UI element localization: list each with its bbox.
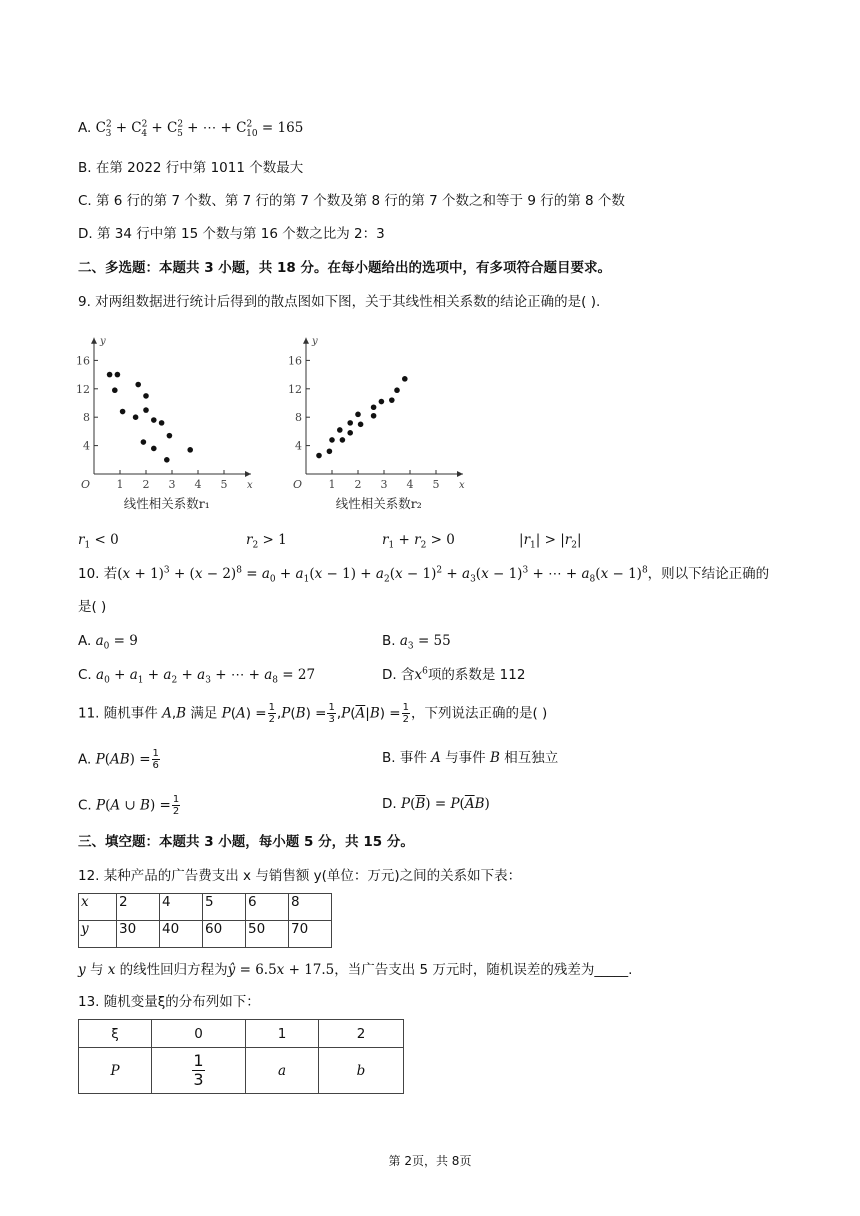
y-tick-label: 16 [288, 354, 302, 368]
x-tick-label: 2 [142, 478, 150, 491]
scatter-point [167, 433, 173, 439]
scatter-point [389, 397, 395, 403]
scatter-point [112, 387, 118, 393]
scatter-point [164, 457, 170, 463]
origin-label: O [80, 478, 90, 491]
q13-stem: 13. 随机变量ξ的分布列如下： [78, 994, 260, 1010]
q9-stem: 9. 对两组数据进行统计后得到的散点图如下图，关于其线性相关系数的结论正确的是( ). [78, 294, 601, 310]
table-cell: P [79, 1048, 152, 1094]
q10-equation: $(x + 1)^3 + (x - 2)^8 = a_0 + a_1(x - 1) + a_2(x - 1)^2 + a_3(x - 1)^3$ + ⋯ + $a_8(x - 1)^8$ [117, 565, 648, 585]
q10-stem-line2: 是( ) [78, 599, 107, 615]
table-cell: 5 [203, 894, 246, 921]
q8-option-c[interactable]: C. 第 6 行的第 7 个数、第 7 行的第 7 个数及第 8 行的第 7 个数之和等于 9 行的第 8 个数 [78, 193, 625, 209]
section-3-header: 三、填空题：本题共 3 小题，每小题 5 分，共 15 分。 [78, 834, 414, 850]
x-tick-label: 4 [194, 478, 202, 491]
scatter-point [347, 420, 353, 426]
scatter-point [120, 409, 126, 415]
table-row [79, 1048, 404, 1094]
x-axis-label: x [247, 480, 253, 491]
scatter-point [337, 427, 343, 433]
scatter-point [327, 448, 333, 454]
scatter-point [151, 446, 157, 452]
q10-option-d[interactable]: D. 含$x^6$项的系数是 112 [382, 666, 526, 683]
scatter-point [141, 439, 147, 445]
table-cell: 60 [203, 921, 246, 948]
y-axis-label: y [312, 335, 318, 347]
scatter-plot-r1 [76, 336, 253, 511]
scatter-point [394, 387, 400, 393]
x-tick-label: 1 [328, 478, 336, 491]
scatter-point [151, 417, 157, 423]
table-cell: 0 [152, 1020, 246, 1048]
table-cell: x [79, 894, 117, 921]
table-cell: 30 [117, 921, 160, 948]
table-cell: 4 [160, 894, 203, 921]
q9-option-a[interactable]: $r_1 < 0$ [78, 532, 119, 551]
scatter-point [329, 437, 335, 443]
page-footer: 第 2页，共 8页 [388, 1154, 472, 1168]
x-tick-label: 5 [220, 478, 228, 491]
q8-option-a[interactable]: A. $C^2_3 + C^2_4 + C^2_5$ + ⋯ + $C^2_{10} = 165$ [78, 119, 304, 139]
scatter-point [379, 399, 385, 405]
y-tick-label: 12 [76, 382, 90, 396]
table-cell: 1 [246, 1020, 319, 1048]
q10-stem: 10. 若$(x + 1)^3 + (x - 2)^8 = a_0 + a_1(x - 1) + a_2(x - 1)^2 + a_3(x - 1)^3$ + ⋯ + $a_8(x - 1)^8$，则以下结论正确的 [78, 565, 770, 585]
table-cell [152, 1048, 246, 1094]
q9-scatter-charts [76, 334, 506, 514]
table-cell: 40 [160, 921, 203, 948]
x-tick-label: 5 [432, 478, 440, 491]
table-cell: ξ [79, 1020, 152, 1048]
y-tick-label: 12 [288, 382, 302, 396]
origin-label: O [292, 478, 302, 491]
y-axis-arrow [91, 338, 97, 344]
x-tick-label: 2 [354, 478, 362, 491]
section-2-header: 二、多选题：本题共 3 小题，共 18 分。在每小题给出的选项中，有多项符合题目要求。 [78, 260, 612, 276]
scatter-point [159, 420, 165, 426]
q10-option-b[interactable]: B. $a_3 = 55$ [382, 633, 451, 652]
x-axis-arrow [457, 471, 463, 477]
x-tick-label: 3 [380, 478, 388, 491]
scatter-point [187, 447, 193, 453]
scatter-plot-r2 [288, 336, 465, 511]
q9-option-c[interactable]: $r_1 + r_2 > 0$ [382, 532, 455, 551]
scatter-point [347, 430, 353, 436]
q10-option-a[interactable]: A. $a_0 = 9$ [78, 633, 138, 652]
table-cell: 2 [319, 1020, 404, 1048]
scatter-point [316, 453, 322, 459]
q11-option-c[interactable]: C. P(A ∪ B) = $\frac{1}{2}$ [78, 794, 180, 817]
q11-option-b[interactable]: B. 事件 A 与事件 B 相互独立 [382, 750, 559, 766]
scatter-point [358, 422, 364, 428]
table-cell: b [319, 1048, 404, 1094]
x-tick-label: 4 [406, 478, 414, 491]
table-cell: 2 [117, 894, 160, 921]
q13-table [78, 1019, 404, 1094]
table-cell: 70 [289, 921, 332, 948]
y-tick-label: 16 [76, 354, 90, 368]
y-tick-label: 8 [83, 411, 90, 425]
scatter-point [135, 382, 141, 388]
q8-option-b[interactable]: B. 在第 2022 行中第 1011 个数最大 [78, 160, 304, 176]
q10-option-c[interactable]: C. $a_0 + a_1 + a_2 + a_3$ + ⋯ + $a_8 = 27$ [78, 667, 316, 686]
q11-option-d[interactable]: D. $P(\overline{B}) = P(\overline{A}B)$ [382, 796, 490, 812]
scatter-point [402, 376, 408, 382]
table-cell: 8 [289, 894, 332, 921]
y-axis-label: y [100, 335, 106, 347]
q9-option-b[interactable]: $r_2 > 1$ [246, 532, 287, 551]
q8-option-a-math: $C^2_3 + C^2_4 + C^2_5$ + ⋯ + $C^2_{10}$ [95, 119, 258, 139]
y-tick-label: 8 [295, 411, 302, 425]
y-tick-label: 4 [83, 439, 90, 453]
x-tick-label: 1 [116, 478, 124, 491]
x-axis-label: x [459, 480, 465, 491]
table-row [79, 921, 332, 948]
scatter-point [143, 407, 149, 413]
q8-option-d[interactable]: D. 第 34 行中第 15 个数与第 16 个数之比为 2：3 [78, 226, 385, 242]
q11-option-a[interactable]: A. P(AB) = $\frac{1}{6}$ [78, 748, 159, 771]
fraction-one-third: $\frac{1}{3}$ [193, 1051, 204, 1089]
table-cell: 50 [246, 921, 289, 948]
scatter-point [143, 393, 149, 399]
q11-stem: 11. 随机事件 A,B 满足 P(A) = $\frac{1}{2}$ ,P(B) = $\frac{1}{3}$ $,P(\overline{A}|B)$ = $\frac{1}{2}$ ，下列说法正确的是( ) [78, 702, 548, 725]
scatter-point [115, 372, 121, 378]
table-cell: y [79, 921, 117, 948]
table-cell: a [246, 1048, 319, 1094]
chart-caption: 线性相关系数r₁ [123, 496, 210, 511]
table-row [79, 1020, 404, 1048]
chart-caption: 线性相关系数r₂ [335, 496, 422, 511]
x-tick-label: 3 [168, 478, 176, 491]
scatter-point [371, 413, 377, 419]
q9-option-d[interactable]: $|r_1| > |r_2|$ [519, 532, 582, 551]
scatter-point [133, 414, 139, 420]
scatter-point [371, 404, 377, 410]
scatter-point [355, 412, 361, 418]
scatter-point [107, 372, 113, 378]
x-axis-arrow [245, 471, 251, 477]
q12-table [78, 893, 332, 948]
y-axis-arrow [303, 338, 309, 344]
scatter-point [340, 437, 346, 443]
table-cell: 6 [246, 894, 289, 921]
q12-stem: 12. 某种产品的广告费支出 x 与销售额 y(单位：万元)之间的关系如下表： [78, 868, 522, 884]
y-tick-label: 4 [295, 439, 302, 453]
q12-regression-line: y 与 x 的线性回归方程为ŷ = 6.5x + 17.5，当广告支出 5 万元时，随机误差的残差为_____. [78, 962, 633, 978]
table-row [79, 894, 332, 921]
